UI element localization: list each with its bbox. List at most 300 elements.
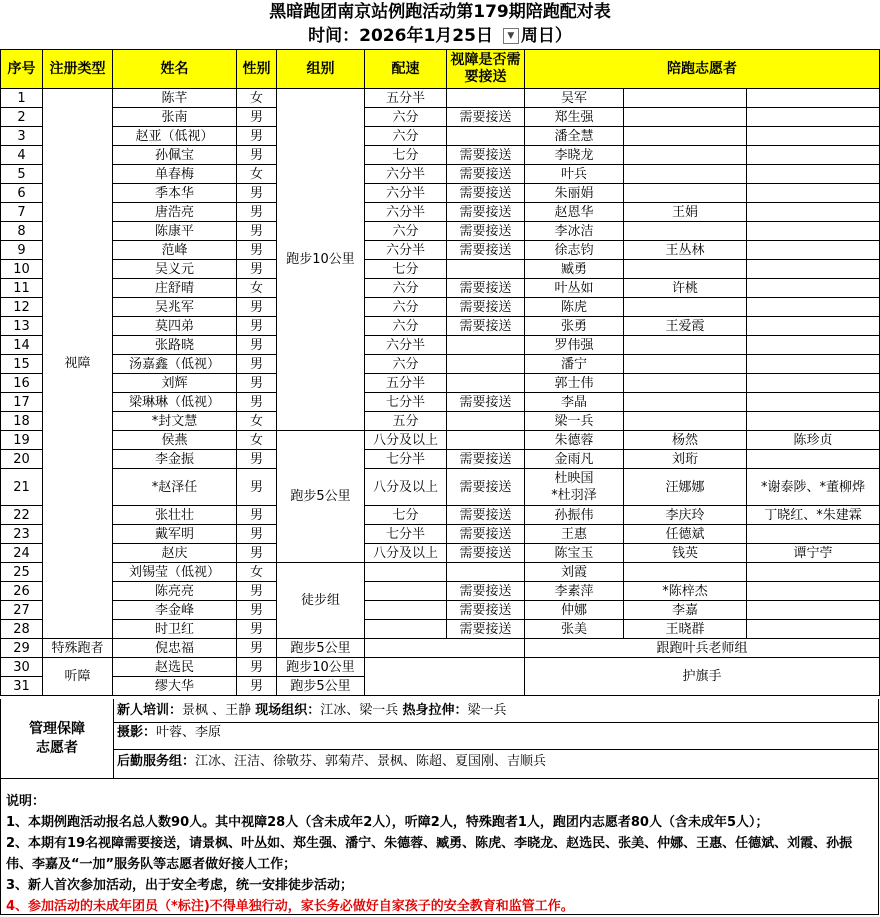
table-row [1,108,880,127]
runner-pickup [447,127,525,146]
volunteer-3 [747,203,880,222]
runner-gender: 男 [237,582,277,601]
runner-name: 陈芊 [113,89,237,108]
volunteer-2 [624,260,747,279]
volunteer-1: 王惠 [525,525,624,544]
volunteer-1: 李素萍 [525,582,624,601]
table-row [1,260,880,279]
volunteer-3: 谭宁苧 [747,544,880,563]
management-line-2: 摄影：叶蓉、李原 [113,722,878,743]
management-line-3: 后勤服务组：江冰、汪洁、徐敬芬、郭菊芹、景枫、陈超、夏国刚、吉顺兵 [113,749,878,778]
runner-pickup: 需要接送 [447,544,525,563]
runner-pickup [447,412,525,431]
row-number: 4 [1,146,43,165]
runner-name: 赵庆 [113,544,237,563]
table-row [1,317,880,336]
volunteer-3 [747,241,880,260]
volunteer-1: 金雨凡 [525,450,624,469]
runner-gender: 男 [237,317,277,336]
runner-group: 跑步5公里 [277,639,365,658]
volunteer-3 [747,89,880,108]
runner-pickup: 需要接送 [447,203,525,222]
table-row [1,165,880,184]
volunteer-2: 王娟 [624,203,747,222]
runner-name: 吴兆军 [113,298,237,317]
runner-pickup [447,355,525,374]
runner-name: 李金振 [113,450,237,469]
reg-type-visual: 视障 [43,89,113,639]
runner-gender: 男 [237,506,277,525]
runner-gender: 男 [237,127,277,146]
volunteer-1: 潘全慧 [525,127,624,146]
runner-gender: 男 [237,222,277,241]
row-number: 5 [1,165,43,184]
runner-group: 跑步5公里 [277,677,365,696]
runner-gender: 男 [237,374,277,393]
runner-gender: 男 [237,525,277,544]
row-number: 14 [1,336,43,355]
runner-pickup: 需要接送 [447,393,525,412]
table-row [1,525,880,544]
volunteer-1: 郭士伟 [525,374,624,393]
runner-pickup: 需要接送 [447,450,525,469]
table-row [1,393,880,412]
volunteer-1: 张美 [525,620,624,639]
management-section [0,699,879,779]
runner-pickup: 需要接送 [447,184,525,203]
volunteer-3 [747,165,880,184]
runner-gender: 女 [237,279,277,298]
runner-gender: 男 [237,658,277,677]
row-number: 28 [1,620,43,639]
table-row [1,127,880,146]
volunteer-3 [747,582,880,601]
volunteer-2 [624,336,747,355]
volunteer-1-a: 杜映国 [554,471,594,486]
volunteer-1: 朱丽娟 [525,184,624,203]
header-group: 组别 [277,50,365,89]
volunteer-1: 仲娜 [525,601,624,620]
runner-name: 侯燕 [113,431,237,450]
volunteer-1: 张勇 [525,317,624,336]
runner-pace: 六分半 [365,241,447,260]
volunteer-1: 孙振伟 [525,506,624,525]
row-number: 6 [1,184,43,203]
runner-pace: 五分半 [365,374,447,393]
runner-name: 时卫红 [113,620,237,639]
runner-pace: 七分 [365,146,447,165]
row-number: 18 [1,412,43,431]
notes-section [0,779,879,915]
volunteer-2: 王爱霞 [624,317,747,336]
runner-name: 张壮壮 [113,506,237,525]
runner-name: 刘锡莹（低视） [113,563,237,582]
runner-pace: 七分 [365,260,447,279]
volunteer-2: 王晓群 [624,620,747,639]
volunteer-2 [624,89,747,108]
row-number: 1 [1,89,43,108]
runner-pace [365,620,447,639]
runner-pace: 七分半 [365,525,447,544]
runner-gender: 男 [237,184,277,203]
volunteer-3 [747,620,880,639]
row-number: 13 [1,317,43,336]
notes-heading: 说明： [6,794,46,809]
runner-gender: 男 [237,601,277,620]
runner-pickup: 需要接送 [447,506,525,525]
volunteer-1: 陈宝玉 [525,544,624,563]
table-row [1,355,880,374]
runner-name: 汤嘉鑫（低视） [113,355,237,374]
row-number: 10 [1,260,43,279]
runner-name: 季本华 [113,184,237,203]
runner-pickup: 需要接送 [447,582,525,601]
volunteer-3 [747,336,880,355]
row-number: 7 [1,203,43,222]
runner-gender: 女 [237,563,277,582]
management-label: 管理保障 志愿者 [1,699,114,778]
row-number: 27 [1,601,43,620]
volunteer-3 [747,108,880,127]
volunteer-3 [747,412,880,431]
runner-name: 范峰 [113,241,237,260]
runner-name: *赵泽任 [113,469,237,506]
table-row [1,241,880,260]
volunteer-1: 吴军 [525,89,624,108]
row-number: 2 [1,108,43,127]
subtitle-weekday: 周日） [520,26,572,46]
runner-name: 梁琳琳（低视） [113,393,237,412]
runner-name: 单春梅 [113,165,237,184]
volunteer-2 [624,412,747,431]
row-number: 12 [1,298,43,317]
volunteer-3 [747,146,880,165]
runner-gender: 男 [237,260,277,279]
table-row [1,544,880,563]
table-row [1,298,880,317]
runner-gender: 男 [237,544,277,563]
runner-pace [365,601,447,620]
runner-gender: 男 [237,620,277,639]
runner-pickup: 需要接送 [447,620,525,639]
table-row [1,620,880,639]
table-row [1,582,880,601]
runner-pickup: 需要接送 [447,165,525,184]
reg-type-hearing: 听障 [43,658,113,696]
volunteer-3 [747,450,880,469]
runner-pace: 六分 [365,355,447,374]
volunteer-3 [747,127,880,146]
volunteer-3 [747,317,880,336]
note-2: 2、本期有19名视障需要接送，请景枫、叶丛如、郑生强、潘宁、朱德蓉、臧勇、陈虎、李晓龙、赵选民、张美、仲娜、王惠、任德斌、刘霞、孙振伟、李嘉及“一加”服务队等志愿者做好接人工作； [6,836,853,872]
table-row [1,279,880,298]
runner-pace: 八分及以上 [365,431,447,450]
volunteer-1: 叶兵 [525,165,624,184]
runner-pickup: 需要接送 [447,222,525,241]
table-row [1,639,880,658]
table-row [1,469,880,506]
runner-gender: 男 [237,355,277,374]
runner-name: 刘辉 [113,374,237,393]
runner-name: 唐浩亮 [113,203,237,222]
runner-pace: 五分半 [365,89,447,108]
volunteer-2 [624,127,747,146]
volunteer-3 [747,222,880,241]
table-row [1,563,880,582]
runner-name: 陈康平 [113,222,237,241]
table-row [1,412,880,431]
row-number: 22 [1,506,43,525]
table-row [1,450,880,469]
volunteer-1: 潘宁 [525,355,624,374]
table-row [1,506,880,525]
row-number: 26 [1,582,43,601]
table-row [1,431,880,450]
volunteer-2: 李嘉 [624,601,747,620]
runner-gender: 男 [237,639,277,658]
row-number: 23 [1,525,43,544]
teacher-group: 跟跑叶兵老师组 [525,639,880,658]
header-volunteers: 陪跑志愿者 [525,50,880,89]
header-reg-type: 注册类型 [43,50,113,89]
row-number: 11 [1,279,43,298]
runner-gender: 男 [237,677,277,696]
volunteer-3 [747,563,880,582]
volunteer-3 [747,355,880,374]
row-number: 3 [1,127,43,146]
volunteer-3 [747,393,880,412]
runner-pace: 六分 [365,298,447,317]
runner-gender: 女 [237,89,277,108]
volunteer-3: 丁晓红、*朱建霖 [747,506,880,525]
table-row [1,658,880,677]
table-row [1,374,880,393]
row-number: 9 [1,241,43,260]
volunteer-2 [624,108,747,127]
runner-name: 赵亚（低视） [113,127,237,146]
runner-name: 戴军明 [113,525,237,544]
volunteer-3 [747,601,880,620]
runner-name: 庄舒晴 [113,279,237,298]
runner-gender: 男 [237,450,277,469]
volunteer-3 [747,525,880,544]
runner-pace: 六分 [365,222,447,241]
runner-pickup: 需要接送 [447,241,525,260]
runner-pickup: 需要接送 [447,108,525,127]
volunteer-2: 刘珩 [624,450,747,469]
runner-pace: 八分及以上 [365,469,447,506]
table-row [1,222,880,241]
runner-gender: 女 [237,431,277,450]
flag-bearer: 护旗手 [525,658,880,696]
header-gender: 性别 [237,50,277,89]
runner-name: 倪忠福 [113,639,237,658]
volunteer-2 [624,165,747,184]
runner-pickup: 需要接送 [447,317,525,336]
volunteer-1: 叶丛如 [525,279,624,298]
volunteer-3: 陈珍贞 [747,431,880,450]
volunteer-3 [747,279,880,298]
management-line-1: 新人培训：景枫 、王静 现场组织：江冰、梁一兵 热身拉伸：梁一兵 [117,703,507,718]
runner-pace: 六分半 [365,184,447,203]
volunteer-2 [624,355,747,374]
volunteer-1: 梁一兵 [525,412,624,431]
volunteer-1: 李冰洁 [525,222,624,241]
runner-pickup: 需要接送 [447,525,525,544]
sheet-title: 黑暗跑团南京站例跑活动第179期陪跑配对表 [269,2,611,22]
runner-pickup [447,563,525,582]
group-walk: 徒步组 [277,563,365,639]
row-number: 8 [1,222,43,241]
volunteer-3 [747,260,880,279]
runner-pace: 六分 [365,317,447,336]
runner-name: 张路晓 [113,336,237,355]
volunteer-2: 王丛林 [624,241,747,260]
runner-pickup: 需要接送 [447,298,525,317]
runner-gender: 男 [237,469,277,506]
runner-pace: 六分半 [365,165,447,184]
volunteer-2 [624,298,747,317]
runner-name: 赵选民 [113,658,237,677]
row-number: 25 [1,563,43,582]
runner-name: 吴义元 [113,260,237,279]
runner-gender: 女 [237,412,277,431]
volunteer-1: 李晓龙 [525,146,624,165]
group-10k: 跑步10公里 [277,89,365,431]
header-row [1,50,880,89]
volunteer-3: *谢泰陟、*董柳烨 [747,469,880,506]
runner-pace: 六分半 [365,336,447,355]
row-number: 16 [1,374,43,393]
volunteer-1: 赵恩华 [525,203,624,222]
runner-pace: 六分 [365,127,447,146]
runner-pace: 五分 [365,412,447,431]
volunteer-1: 陈虎 [525,298,624,317]
pace-empty [365,639,525,658]
table-row [1,336,880,355]
header-pickup: 视障是否需要接送 [447,50,525,89]
volunteer-2: 钱英 [624,544,747,563]
row-number: 15 [1,355,43,374]
volunteer-1 [525,469,624,506]
runner-gender: 男 [237,241,277,260]
volunteer-2: 任德斌 [624,525,747,544]
runner-pace [365,563,447,582]
runner-name: 李金峰 [113,601,237,620]
runner-gender: 男 [237,336,277,355]
row-number: 24 [1,544,43,563]
row-number: 17 [1,393,43,412]
volunteer-2 [624,222,747,241]
header-name: 姓名 [113,50,237,89]
volunteer-1: 朱德蓉 [525,431,624,450]
runner-name: 陈亮亮 [113,582,237,601]
row-number: 20 [1,450,43,469]
runner-gender: 女 [237,165,277,184]
runner-group: 跑步10公里 [277,658,365,677]
pairing-table [0,49,880,696]
runner-pickup: 需要接送 [447,469,525,506]
runner-gender: 男 [237,203,277,222]
volunteer-1-b: *杜羽泽 [551,488,597,503]
runner-gender: 男 [237,298,277,317]
runner-pace [365,582,447,601]
runner-pace: 八分及以上 [365,544,447,563]
runner-name: 缪大华 [113,677,237,696]
runner-gender: 男 [237,146,277,165]
runner-pickup: 需要接送 [447,601,525,620]
row-number: 21 [1,469,43,506]
runner-pace: 七分 [365,506,447,525]
volunteer-2: 汪娜娜 [624,469,747,506]
runner-pace: 六分半 [365,203,447,222]
runner-pickup [447,374,525,393]
runner-pickup [447,260,525,279]
dropdown-arrow-icon[interactable]: ▼ [503,28,519,44]
row-number: 31 [1,677,43,696]
volunteer-1: 臧勇 [525,260,624,279]
reg-type-special: 特殊跑者 [43,639,113,658]
volunteer-2: *陈梓杰 [624,582,747,601]
runner-name: 莫四弟 [113,317,237,336]
table-row [1,203,880,222]
volunteer-2 [624,184,747,203]
sheet-subtitle [0,24,880,48]
runner-pickup: 需要接送 [447,279,525,298]
volunteer-2: 李庆玲 [624,506,747,525]
table-row [1,89,880,108]
runner-name: 孙佩宝 [113,146,237,165]
volunteer-2 [624,393,747,412]
runner-gender: 男 [237,108,277,127]
group-5k: 跑步5公里 [277,431,365,563]
row-number: 19 [1,431,43,450]
runner-pace: 六分 [365,279,447,298]
volunteer-2 [624,563,747,582]
volunteer-2 [624,374,747,393]
header-pace: 配速 [365,50,447,89]
volunteer-1: 郑生强 [525,108,624,127]
runner-pickup [447,89,525,108]
volunteer-3 [747,184,880,203]
note-4: 4、参加活动的未成年团员（*标注)不得单独行动，家长务必做好自家孩子的安全教育和监管工作。 [6,899,574,914]
volunteer-1: 徐志钧 [525,241,624,260]
volunteer-3 [747,374,880,393]
runner-pickup [447,431,525,450]
runner-pickup [447,336,525,355]
pace-empty [365,658,525,696]
runner-pace: 七分半 [365,393,447,412]
runner-gender: 男 [237,393,277,412]
runner-name: *封文慧 [113,412,237,431]
volunteer-2: 许桃 [624,279,747,298]
note-3: 3、新人首次参加活动，出于安全考虑，统一安排徒步活动； [6,878,354,893]
header-no: 序号 [1,50,43,89]
subtitle-date: 时间：2026年1月25日 [308,26,499,46]
volunteer-1: 刘霞 [525,563,624,582]
volunteer-2 [624,146,747,165]
table-row [1,184,880,203]
volunteer-2: 杨然 [624,431,747,450]
runner-pace: 六分 [365,108,447,127]
table-row [1,601,880,620]
volunteer-3 [747,298,880,317]
volunteer-1: 李晶 [525,393,624,412]
runner-name: 张南 [113,108,237,127]
row-number: 29 [1,639,43,658]
row-number: 30 [1,658,43,677]
note-1: 1、本期例跑活动报名总人数90人。其中视障28人（含未成年2人），听障2人，特殊跑者1人，跑团内志愿者80人（含未成年5人）； [6,815,769,830]
